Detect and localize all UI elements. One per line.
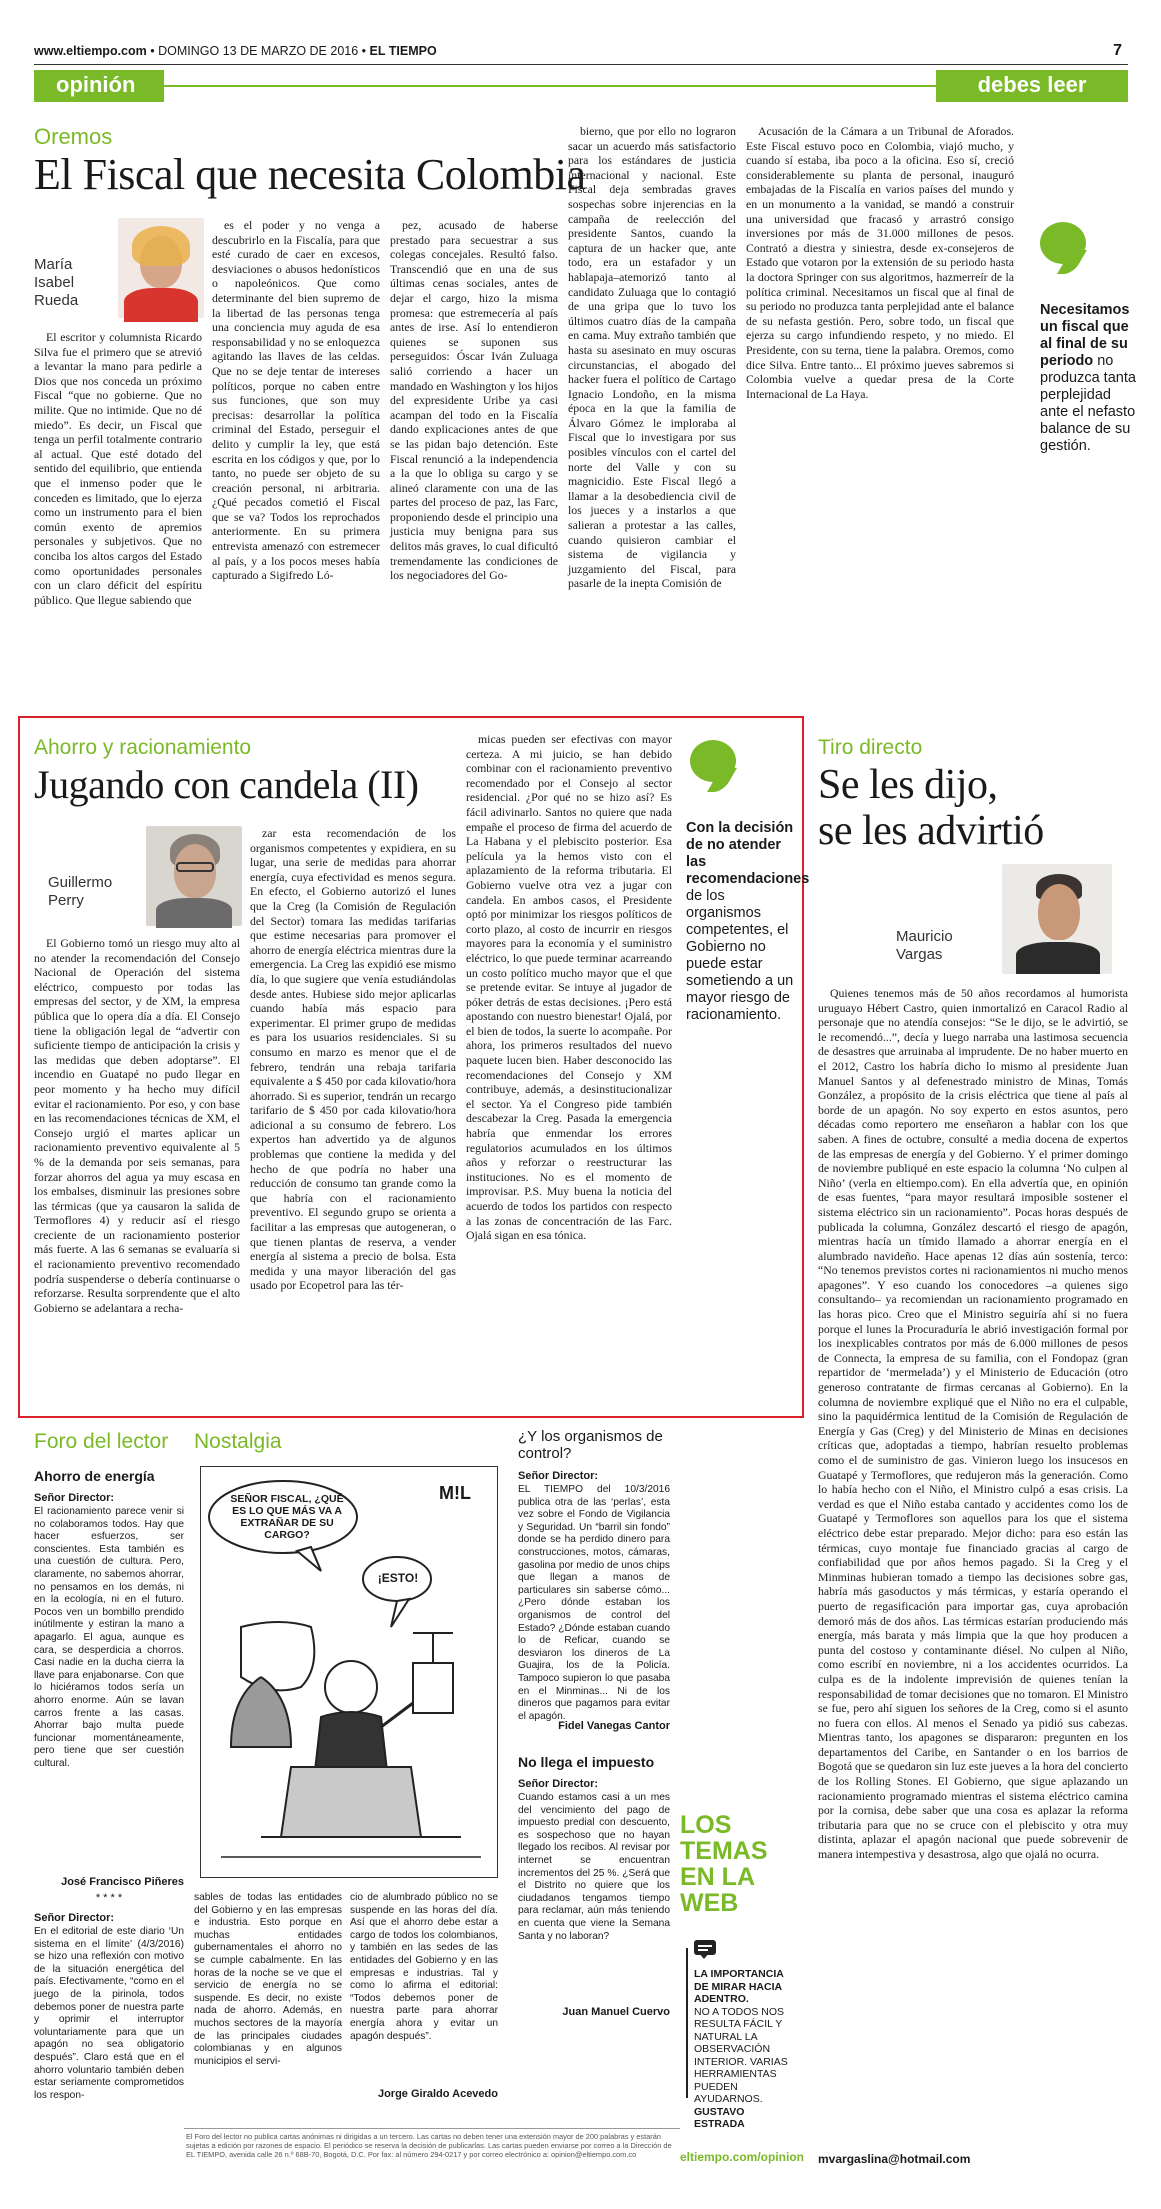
- article1-col3: pez, acusado de haberse prestado para secuestrar a sus colegas concejales. Resultó falso. Transcendió que en una de sus últimas cenas sociales, antes de dejar el cargo, hizo la misma promesa: que estremecería al país antes de irse. Así lo entendieron quienes se suponen sus perseguidos: Óscar Iván Zuluaga salió corriendo a hacer un mandado en Washington y los hijos del expresidente Uribe ya casi acampan del todo en la Fiscalía dando explicaciones antes de que se las pidan bajo detención. Este Fiscal renunció a la independencia a la que lo obliga su cargo y se alineó claramente con una de las partes del proceso de paz, las Farc, proponiendo desde el principio una justicia muy benigna para sus delitos más graves, lo cual dificultó tremendamente las condiciones de los negociadores del Go-: [390, 218, 558, 583]
- masthead-sep: •: [361, 44, 367, 58]
- article1-pullquote: [1040, 302, 1140, 542]
- article2-author-block: [34, 826, 246, 930]
- organismos-signature: Fidel Vanegas Cantor: [558, 1720, 670, 1732]
- article3-title: [818, 762, 1044, 854]
- article2-col3: micas pueden ser efectivas con mayor certeza. A mi juicio, se han debido combinar con el racionamiento preventivo recomendado por el Consejo al sector residencial. ¿Por qué no se hizo así? Es fácil adivinarlo. Santos no quiere que nada empañe el proceso de firma del acuerdo de La Habana y el plebiscito posterior. Esa película ya la hemos visto con el aplazamiento de la reforma tributaria. El Gobierno vuelve otra vez a jugar con candela. En ambos casos, el Presidente optó por minimizar los riesgos políticos de corto plazo, al costo de incurrir en riesgos mayores para la economía y el suministro eléctrico, lo que puede terminar acarreando un costo político mucho mayor que el que se pretende evitar. Se intuye al jugador de póker detrás de estas decisiones. ¡Pero está apostando con nuestro bienestar! Ojalá, por el bien de todos, la suerte lo acompañe. Por ahora, los primeros resultados del nuevo paquete lucen bien. Haber desconocido las recomendaciones del Consejo y XM contribuye, además, a desinstitucionalizar el sector. Ya el Congreso pide también descabezar la Creg. Pasada la emergencia habría que enmendar los errores regulatorios acumulados en los últimos años y reforzar o reestructurar las instituciones. No es el momento de improvisar. P.S. Muy buena la noticia del acuerdo de todos los partidos con respecto a las zonas de concentración de las Farc. Ojalá sigan en esa tónica.: [466, 732, 672, 1243]
- article1-col5: Acusación de la Cámara a un Tribunal de Aforados. Este Fiscal estuvo poco en Colombia, viajó mucho, y cuando sí estaba, iba poco a la oficina. Eso sí, creció considerablemente su planta de personal, inauguró embajadas de la Fiscalía en varios países del mundo y en un monumento a la vanidad, se mandó a construir una universidad que fracasó y arrastró consigo inversiones por más de 31.000 millones de pesos. Contrató a diestra y siniestra, desde ex-consejeros de Estado que votaron por la extensión de su periodo hasta la doctora Springer con sus algoritmos, hazmerreír de la política criminal. Necesitamos un fiscal que al final de su periodo no produzca tanta perplejidad ante el balance de su nefasta gestión. Pero, sobre todo, un fiscal que ejerza su cargo infundiendo respeto, y no miedo. El Presidente, con su terna, tiene la palabra. Oremos, como dice Silva. Entre tanto... El próximo jueves sabremos si Colombia vuelve a quedar presa de la Corte Internacional de La Haya.: [746, 124, 1014, 401]
- temas-rule: [686, 1948, 688, 2098]
- foro-kicker: Foro del lector: [34, 1430, 169, 1453]
- article1-col1: El escritor y columnista Ricardo Silva fue el primero que se atrevió a levantar la mano para pedirle a Dios que nos conceda un próximo Fiscal “que no gobierne. Que no milite. Que no intimide. Que no dé miedo”. Es decir, un Fiscal que tenga un perfil totalmente contrario al actual. Que esté dotado del sentido del equilibrio, que entienda que el inmenso poder que le conceden es limitado, que lo ejerza como un instrumento para el bien común exento de apremios personales y subjetivos. Que no conciba los altos cargos del Estado como oportunidades personales con un claro déficit del espíritu público. Que llegue sabiendo que: [34, 330, 202, 607]
- footer-note: El Foro del lector no publica cartas anónimas ni dirigidas a un tercero. Las cartas no deben tener una extensión mayor de 200 palabras y estarán sujetas a edición por razones de espacio. El periódico se reserva la decisión de publicarlas. Las cartas pueden enviarse por correo a la Dirección de EL TIEMPO, avenida calle 26 n.º 68B-70, Bogotá, D.C. Por fax: al número 294-0217 y por correo electrónico a: opinion@eltiempo.com.co: [186, 2132, 672, 2160]
- article1-kicker: Oremos: [34, 124, 113, 149]
- author-photo: [1002, 864, 1112, 974]
- article2-col1: El Gobierno tomó un riesgo muy alto al no atender la recomendación del Consejo Nacional de Operación del sistema eléctrico, compuesto por todas las empresas del sector, y de XM, la empresa pública que lo opera día a día. El Consejo tiene la obligación legal de “advertir con suficiente tiempo de anticipación la crisis y las medidas que deben adoptarse”. El incendio en Guatapé no pudo llegar en peor momento y ha hecho muy difícil evitar el racionamiento. Por eso, y con base en las recomendaciones técnicas de XM, el Consejo urgió el martes aplicar un racionamiento preventivo equivalente al 5 % de la demanda por seis semanas, para forzar ahorros del agua ya muy escasa en los embalses, disminuir las presiones sobre las térmicas (que ya causaron la salida de Termoflores 4) y reducir así el riesgo creciente de un racionamiento posterior más fuerte. A las 6 semanas se evaluaría si el racionamiento preventivo recomendado podría suspenderse o debería continuarse o reforzarse. Resulta sorprendente que el alto Gobierno se adelantara a recha-: [34, 936, 240, 1315]
- letter1-signature: José Francisco Piñeres: [61, 1876, 184, 1888]
- article2-pullquote: [686, 820, 810, 1120]
- author-name: Guillermo Perry: [48, 874, 113, 909]
- letter1-title: Ahorro de energía: [34, 1468, 155, 1484]
- section-label-debes-leer: debes leer: [977, 72, 1087, 97]
- impuesto-salutation: Señor Director:: [518, 1778, 599, 1790]
- organismos-body: EL TIEMPO del 10/3/2016 publica otra de las ‘perlas’, esta vez sobre el Fondo de Vigilancia y Seguridad. Un “barril sin fondo” donde se ha perdido dinero para construcciones, motos, cámaras, gasolina por medio de unos chips que llegan a manos de particulares sin saberse cómo... ¿Pero dónde estaban los organismos de control del Estado? ¿Dónde estaban cuando lo de Reficar, cuando se desviaron los dineros de La Guajira, los de la Policía. Tampoco supieron lo que pasaba en el Minminas... Ni de los dineros que pagamos para evitar el apagón.: [518, 1484, 670, 1722]
- letter2-salutation: Señor Director:: [34, 1912, 115, 1924]
- letter1-salutation: Señor Director:: [34, 1492, 115, 1504]
- author-face: [1038, 884, 1080, 940]
- nostalgia-col1: sables de todas las entidades del Gobierno y en las empresas e industria. Esto porque en muchas entidades gubernamentales el ahorro no se cumple cabalmente. En las horas de la noche se ve que el servicio de energía no se suspende. Es decir, no existe nada de ahorro. Además, en muchos sectores de la mayoría de las principales ciudades colombianas y en algunos municipios el servi-: [194, 1892, 342, 2067]
- author-shirt: [124, 288, 198, 322]
- section-bar-rule: [164, 85, 954, 87]
- author-shirt: [1016, 942, 1100, 974]
- article3-title-line: se les advirtió: [818, 808, 1044, 854]
- section-label-opinion: opinión: [56, 72, 136, 97]
- temas-title: LOS TEMAS EN LA WEB: [680, 1811, 768, 1917]
- cartoon-bubble-2: ¡ESTO!: [377, 1571, 419, 1585]
- article3-kicker: Tiro directo: [818, 736, 923, 759]
- page-number: 7: [1113, 42, 1122, 59]
- temas-author: GUSTAVO ESTRADA: [694, 2105, 745, 2130]
- pullquote-bold: Con la decisión de no atender las recomendaciones: [686, 820, 810, 887]
- author-hair: [132, 226, 190, 266]
- masthead-date: DOMINGO 13 DE MARZO DE 2016: [158, 44, 359, 58]
- temas-bold: LA IMPORTANCIA DE MIRAR HACIA ADENTRO.: [694, 1968, 784, 2005]
- author-name: Mauricio Vargas: [896, 928, 953, 963]
- author-glasses: [176, 862, 214, 872]
- site-url[interactable]: www.eltiempo.com: [34, 44, 147, 58]
- article1-author-block: [34, 218, 204, 318]
- article2-col2: zar esta recomendación de los organismos competentes y expidiera, en su lugar, una serie de medidas para ahorrar energía, cuya efectividad es menos segura. En efecto, el Gobierno autorizó el lunes que la Creg (la Comisión de Regulación del Sector) tomara las medidas tarifarias que estime necesarias para promover el ahorro de energía eléctrica mientras dure la emergencia. La Creg las expidió ese mismo día, lo que sugiere que venía estudiándolas desde antes. Hubiese sido mejor aplicarlas cuando había más espacio para experimentar. El primer grupo de medidas es para los usuarios residenciales. Si su consumo en marzo es menor que el de febrero, tendrán una rebaja tarifaria equivalente a $ 450 por cada kilovatio/hora ahorrado. Si es superior, tendrán un recargo tarifario de $ 450 por cada kilovatio/hora adicional a su consumo de febrero. Los expertos han advertido ya de algunos problemas que contiene la medida y del hecho de que podría no haber una reducción de consumo tan grande como la que habría con el racionamiento preventivo. El segundo grupo se orienta a facilitar a las empresas que autogeneran, o que tienen plantas de reserva, a vender energía al sistema a precio de bolsa. Esta medida y una mayor liberación del gas usado por Ecopetrol para las tér-: [250, 826, 456, 1293]
- article1-col2: es el poder y no venga a descubrirlo en la Fiscalía, para que esté curado de caer en excesos, desviaciones o abusos hedonísticos o napoleónicos. Que como determinante del bien supremo de la libertad de las personas tenga una conciencia muy aguda de esa responsabilidad y no se enloquezca agitando las llaves de las celdas. Que no se deje tentar de intereses políticos, porque no caben entre sus funciones, que son muy precisas: desarrollar la política criminal del Estado, perseguir el delito y cumplir la ley, que está escrita en los códigos y que, por lo tanto, no puede ser objeto de su creación personal, ni arbitraria. ¿Qué pecados cometió el Fiscal que se va? Todos los reprochados anteriormente. En su primera entrevista amenazó con estremecer al país, y a los pocos meses había capturado a Sigifredo Ló-: [212, 218, 380, 583]
- pullquote-rest: de los organismos competentes, el Gobierno no puede estar sometiendo a un mayor riesgo de racionamiento.: [686, 888, 794, 1023]
- article1-col4: bierno, que por ello no lograron sacar un acuerdo más satisfactorio para los estándares de justicia internacional y nacional. Este Fiscal deja sembradas graves sospechas sobre injerencias en la campaña de reelección del presidente Santos, cuando la captura de un hacker que, ante todo, era un estafador y un hablapaja–atemorizó tanto al candidato Zuluaga que lo contagió de una gripa que lo tuvo los últimos cuatro días de la campaña en cama. Muy extraño también que hasta su asesinato en muy oscuras circunstancias, el abogado del hacker fuera el político de Cartago Ignacio Londoño, en la misma época en la que la familia de Álvaro Gómez le imploraba al Fiscal que lo investigara por sus posibles vínculos con el cartel del norte del Valle y con su magnicidio. Este Fiscal llegó a llamar a la desobediencia civil de los jueces y a instarlos a que salieran a protestar a las calles, cuando quisieron cambiar el sistema de vigilancia y juzgamiento del Fiscal, para pasarle de la inepta Comisión de: [568, 124, 736, 591]
- article2-kicker: Ahorro y racionamiento: [34, 736, 252, 759]
- nostalgia-signature: Jorge Giraldo Acevedo: [377, 2088, 498, 2100]
- cartoon-bubble-1: SEÑOR FISCAL, ¿QUÉ ES LO QUE MÁS VA A EXTRAÑAR DE SU CARGO?: [230, 1493, 344, 1541]
- chat-icon: [694, 1940, 718, 1960]
- author-shirt: [156, 898, 232, 928]
- masthead: [34, 44, 1128, 64]
- article3-body: Quienes tenemos más de 50 años recordamos al humorista uruguayo Hébert Castro, quien inmortalizó en Caracol Radio al personaje que no atendía consejos: “Se le dijo, se le advirtió, se le recomendó...”, decía y luego narraba una lastimosa secuencia de desastres que arruinaba al imprudente. De no haber muerto en el 2012, Castro los habría dicho lo mismo al presidente Juan Manuel Santos y al defenestrado ministro de Minas, Tomás González, a propósito de la crisis eléctrica que tiene al país al borde de un apagón. No soy experto en estos asuntos, pero décadas como reportero me enseñaron a hablar con los que saben. A fines de octubre, consulté a media docena de expertos de las empresas de energía y del Gobierno. Y el primer domingo de noviembre publiqué en este espacio la columna ‘No culpen al Niño’ (verla en eltiempo.com). En ella advertía que, en opinión de esas fuentes, “para mayor resultará imposible sostener el sistema eléctrico sin un racionamiento”. Pocas horas después de publicada la columna, González descartó el riesgo de apagón, mientras hacía un tímido llamado a ahorrar energía en el alumbrado navideño. Hace apenas 12 días aún sostenía, terco: “No tenemos previstos cortes ni racionamientos ni mucho menos apagones”. Y eso cuando los conocedores –a quienes sigo consultando– ya recomiendan un racionamiento programado en las horas pico. Creo que el Ministro seguiría ahí si no fuera porque el lunes la Procuraduría le abrió investigación formal por los inexplicables contratos por más de 6.000 millones de pesos de Connecta, la empresa de su familia, con el Fondopaz (gran repartidor de ‘mermelada’) y el Ministerio de Educación (otro generoso contratante de firmas cercanas al Gobierno). En la columna de noviembre expliqué que el Niño no era el culpable, sino la paquidérmica lentitud de la Comisión de Regulación de Energía y Gas (Creg) y del Ministerio de Minas en decisiones críticas que, adoptadas a tiempo, habrían resuelto problemas como el de suministro de gas. Vinieron luego los insucesos en Guatapé y Termoflores, que redujeron más la generación. Como lo había hecho con el Niño, el Ministro culpó a esas crisis. La verdad es que el Niño estaba cantado y accidentes como los de Guatapé y Termoflores son aquellos para los que el sistema eléctrico debe estar preparado. Mejor dicho: para eso están las térmicas, cuyo montaje fue financiado gracias al cargo de confiabilidad que por años hemos pagado. Si la Creg y el Minminas hubieran tomado a tiempo las decisiones sobre gas, habría más gasoductos y más térmicas, y estaría operando el puerto de regasificación para importar gas, cuya aprobación demoró más de dos años. Las térmicas estarían produciendo más energía, más barata y más limpia que la que hoy producen a punta del costoso y contaminante diésel. No culpen al Niño, como escribí en noviembre, ni a los accidentes ocurridos. La culpa es de la indolente imprevisión de quienes tenían la responsabilidad de tomar decisiones que no tomaron. El Ministro se fue, pero ahí siguen los señores de la Creg, como si el asunto no fuera con ellos. Al menos el Senado ya pidió sus cabezas. Mientras tanto, los apagones se dispararon: pregunten en los departamentos del Caribe, en Santander o en los barrios de Bogotá que se quedaron sin luz este jueves a la hora del concierto de los Rolling Stones. El Gobierno, que sigue aplazando un racionamiento programado mientras el sistema eléctrico camina por la cornisa, debe saber que una cosa es aplazar la reforma tributaria para que no se cruce con el plebiscito y otra muy distinta, aplazar el apagón nacional que puede sobrevenir de manera intempestiva y desastrosa, algo que ojalá no ocurra.: [818, 986, 1128, 1862]
- cartoon: [200, 1466, 498, 1878]
- article3-title-line: Se les dijo,: [818, 762, 998, 808]
- article1-title: El Fiscal que necesita Colombia: [34, 150, 586, 199]
- quote-icon: [690, 740, 736, 786]
- impuesto-signature: Juan Manuel Cuervo: [562, 2006, 670, 2018]
- author-photo: [146, 826, 242, 926]
- pullquote-rest: no produzca tanta perplejidad ante el nefasto balance de su gestión.: [1040, 353, 1136, 454]
- quote-icon: [1040, 222, 1086, 268]
- nostalgia-col2: cio de alumbrado público no se suspende en las horas del día. Así que el ahorro debe estar a cargo de todos los colombianos, y también en las sedes de las entidades del Gobierno y en las empresas e industrias. Tal y como lo afirma el editorial: “Todos debemos poner de nuestra parte para ahorrar energía ahora y evitar un apagón después”.: [350, 1892, 498, 2042]
- cartoon-signature: M!L: [439, 1483, 471, 1503]
- impuesto-title: No llega el impuesto: [518, 1754, 655, 1770]
- organismos-title: ¿Y los organismos de control?: [518, 1428, 663, 1462]
- nostalgia-kicker: Nostalgia: [194, 1430, 282, 1453]
- letter2-body: En el editorial de este diario ‘Un sistema en el límite’ (4/3/2016) se hizo una reflexión con motivo de la situación energética del país. Efectivamente, “como en el juego de la pirinola, todos debemos poner de nuestra parte y oprimir el interruptor voluntariamente para que un apagón no sea obligatorio después”. Claro está que en el ahorro voluntario también deben estar seriamente comprometidos los respon-: [34, 1926, 184, 2101]
- author-photo: [118, 218, 204, 318]
- masthead-sep: •: [150, 44, 155, 58]
- masthead-rule: [34, 64, 1128, 65]
- organismos-salutation: Señor Director:: [518, 1470, 599, 1482]
- section-bar-left: [34, 70, 164, 102]
- article3-author-block: [886, 864, 1126, 974]
- article2-title: Jugando con candela (II): [34, 762, 419, 807]
- letter1-body: El racionamiento parece venir si no colaboramos todos. Hay que hacer esfuerzos, ser conscientes. Esta también es una cuestión de cultura. Pero, claramente, no sabemos ahorrar, no pensamos en los demás, ni en la ecología, ni en el futuro. Pocos ven un bombillo prendido inútilmente y estiran la mano a apagarlo. El agua, aunque es cara, se desperdicia a chorros. Casi nadie en la ducha cierra la llave para enjabonarse. Con que lo hiciéramos todos sería un ahorro enorme. Aún se lavan carros frente a las casas. Ahorrar bajo multa puede funcionar momentáneamente, pero tiene que ser cuestión cultural.: [34, 1506, 184, 1769]
- temas-url[interactable]: eltiempo.com/opinion: [680, 2150, 805, 2164]
- temas-item[interactable]: [694, 1968, 798, 2131]
- masthead-paper: EL TIEMPO: [369, 44, 437, 58]
- letter-separator: * * * *: [95, 1892, 123, 1904]
- footer-rule: [184, 2128, 680, 2129]
- section-bar-right: [936, 70, 1128, 102]
- pullquote-bold: Necesitamos un fiscal que al final de su periodo: [1040, 302, 1130, 369]
- article3-email[interactable]: mvargaslina@hotmail.com: [818, 2152, 971, 2166]
- temas-rest: NO A TODOS NOS RESULTA FÁCIL Y NATURAL LA OBSERVACIÓN INTERIOR. VARIAS HERRAMIENTAS PUEDEN AYUDARNOS.: [694, 2005, 788, 2105]
- author-name: María Isabel Rueda: [34, 256, 79, 309]
- impuesto-body: Cuando estamos casi a un mes del vencimiento del pago de impuesto predial con descuento, es sospechoso que no hayan llegado los recibos. Al revisar por internet se encuentran incrementos del 25 %. ¿Será que el Distrito no quiere que los ciudadanos tengamos tiempo para reclamar, aún más teniendo en cuenta que viene la Semana Santa y no laboran?: [518, 1792, 670, 1942]
